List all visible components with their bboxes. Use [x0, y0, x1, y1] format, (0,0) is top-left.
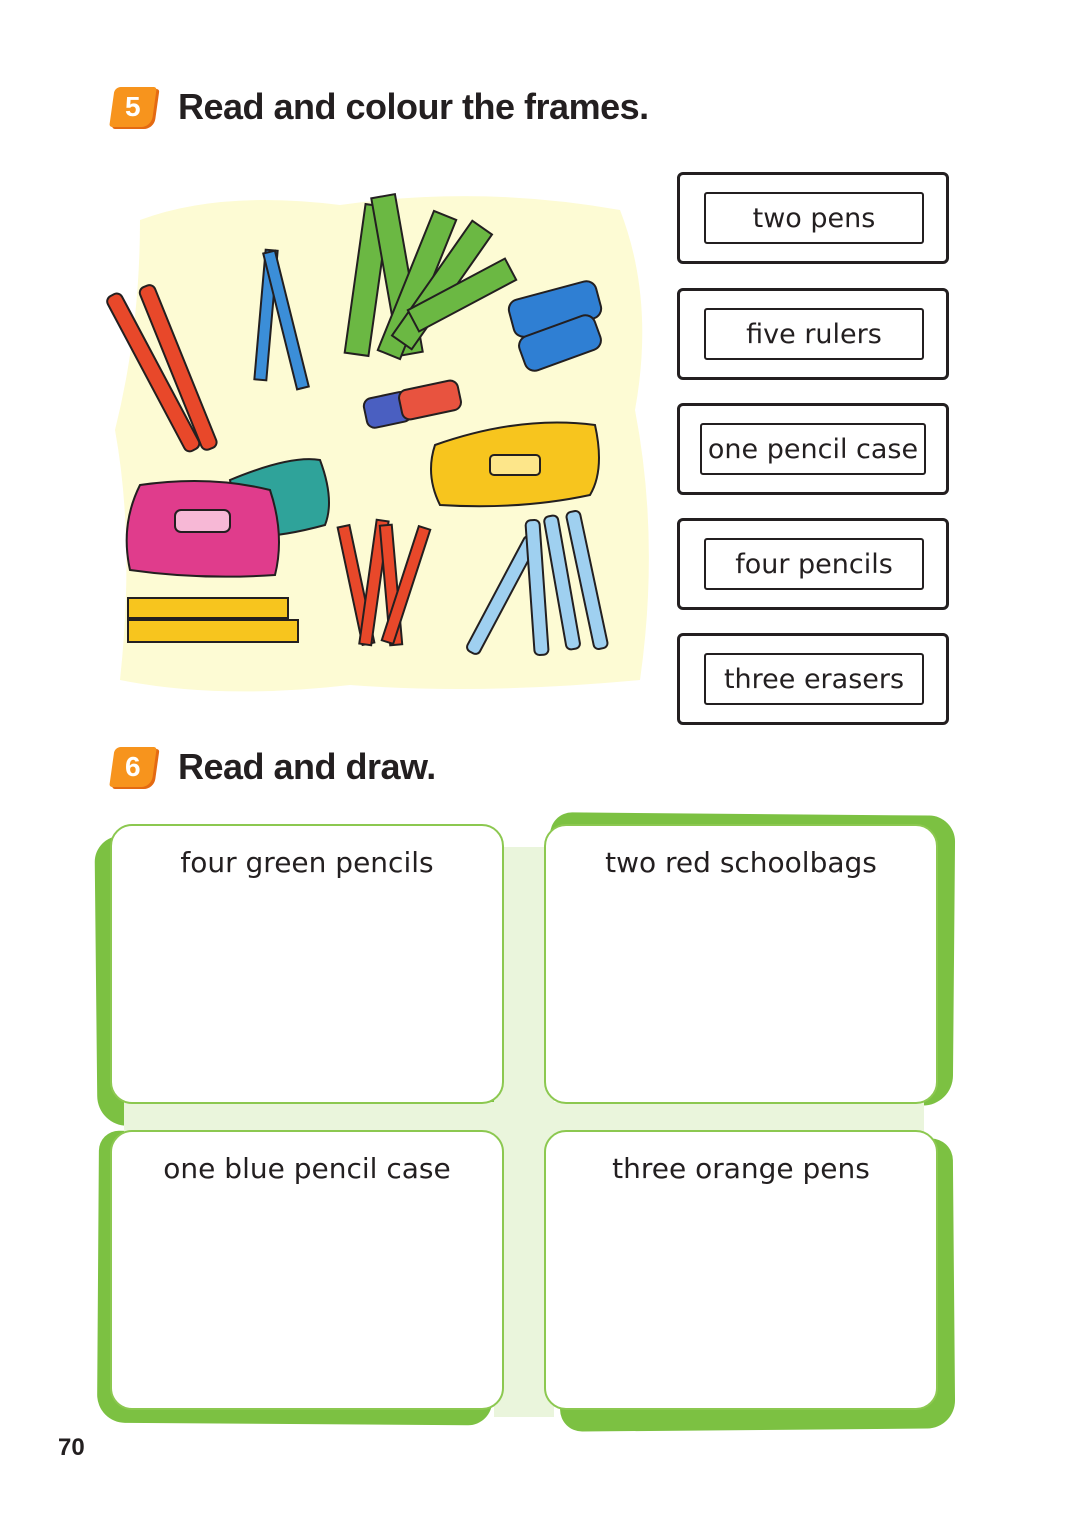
exercise-number-badge: 6	[109, 747, 157, 787]
drawing-prompt: three orange pens	[612, 1152, 870, 1185]
draw-area	[94, 812, 956, 1434]
pencil-case-label	[490, 455, 540, 475]
word-frame-4[interactable]	[677, 518, 949, 610]
page-number: 70	[58, 1434, 85, 1461]
drawing-box-2[interactable]	[544, 824, 938, 1104]
drawing-prompt: two red schoolbags	[605, 846, 877, 879]
yellow-ruler	[128, 598, 288, 618]
yellow-rulers-group	[128, 598, 298, 642]
drawing-prompt: four green pencils	[180, 846, 434, 879]
exercise-5-heading	[112, 86, 649, 128]
word-frame-label: four pencils	[735, 548, 893, 580]
word-frame-5[interactable]	[677, 633, 949, 725]
word-frame-1[interactable]	[677, 172, 949, 264]
exercise-6-heading	[112, 746, 436, 788]
word-frame-label: one pencil case	[707, 433, 919, 465]
yellow-ruler	[128, 620, 298, 642]
drawing-box-1[interactable]	[110, 824, 504, 1104]
word-frame-label: three erasers	[723, 663, 905, 695]
exercise-number-badge: 5	[109, 87, 157, 127]
pencil-case-label	[175, 510, 230, 532]
exercise-title: Read and colour the frames.	[178, 86, 649, 127]
word-frame-3[interactable]	[677, 403, 949, 495]
word-frame-2[interactable]	[677, 288, 949, 380]
word-frame-label: five rulers	[746, 318, 882, 350]
drawing-box-3[interactable]	[110, 1130, 504, 1410]
word-frame-label: two pens	[752, 202, 876, 234]
drawing-box-4[interactable]	[544, 1130, 938, 1410]
exercise-title: Read and draw.	[178, 746, 436, 787]
drawing-prompt: one blue pencil case	[163, 1152, 451, 1185]
school-supplies-illustration	[100, 180, 660, 700]
